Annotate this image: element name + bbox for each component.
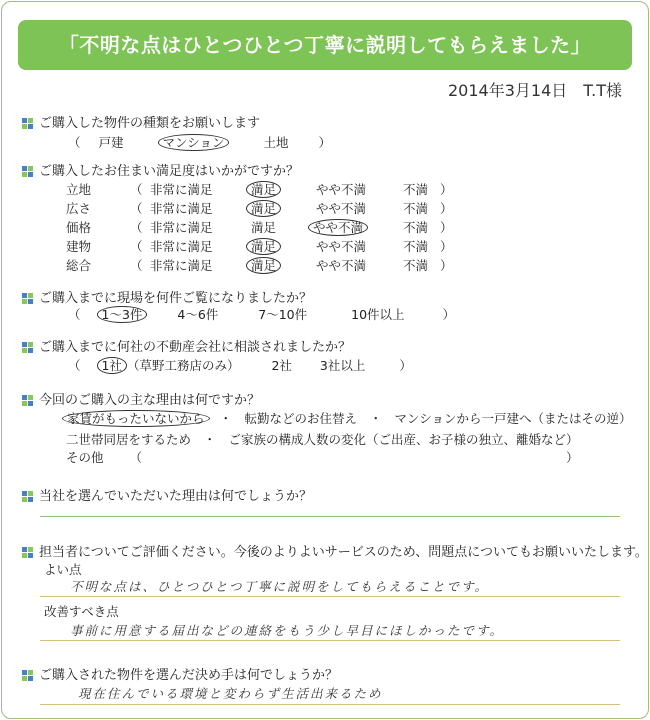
survey-text <box>403 218 428 236</box>
survey-text: （ <box>68 358 81 373</box>
survey-text <box>403 256 428 274</box>
survey-text: 不満 <box>403 201 429 216</box>
q7-heading <box>22 541 648 560</box>
q4-options <box>68 356 412 374</box>
survey-text: （草野工務店のみ） <box>126 358 240 373</box>
q8-heading <box>22 664 338 683</box>
q6-heading <box>22 485 312 504</box>
survey-text: ） <box>318 135 331 150</box>
survey-text <box>130 199 143 217</box>
survey-text: 4～6件 <box>177 307 219 322</box>
bullet-icon <box>22 118 36 130</box>
answer-line <box>40 640 620 641</box>
q4-heading <box>22 336 351 355</box>
q2-row <box>66 237 91 255</box>
survey-text <box>440 199 453 217</box>
survey-text: 非常に満足 <box>150 182 213 197</box>
survey-text <box>440 180 453 198</box>
improve-points-answer: 事前に用意する届出などの連絡をもう少し早目にほしかったです。 <box>70 623 505 638</box>
q5-line1 <box>62 409 631 427</box>
survey-text: 非常に満足 <box>150 258 213 273</box>
survey-text: 立地 <box>66 182 92 197</box>
survey-text: 7～10件 <box>258 307 308 322</box>
q1-heading <box>22 112 260 131</box>
survey-text <box>316 237 366 255</box>
survey-text: ） <box>442 307 456 322</box>
survey-text: やや不満 <box>316 239 367 254</box>
q8-question: ご購入された物件を選んだ決め手は何でしょうか？ <box>39 668 339 683</box>
q5-line3 <box>66 448 579 466</box>
q1-opt-house: 戸建 <box>98 135 124 150</box>
survey-text: （ <box>130 201 143 216</box>
survey-text: （ <box>129 450 143 465</box>
bullet-icon <box>22 547 36 559</box>
survey-text <box>150 199 213 217</box>
q1-question: ご購入した物件の種類をお願いします <box>39 116 261 131</box>
survey-text <box>246 256 281 274</box>
q5-opt-circled: 家賃がもったいないから <box>62 410 210 427</box>
q3-opt-circled: 1～3件 <box>97 306 148 323</box>
survey-text: 建物 <box>66 239 92 254</box>
survey-text: （ <box>68 307 81 322</box>
survey-text: 広さ <box>66 201 92 216</box>
survey-text <box>308 218 368 236</box>
bullet-icon <box>22 395 36 407</box>
q5-heading <box>22 389 260 408</box>
survey-text: 不満 <box>403 239 429 254</box>
survey-text: ） <box>440 201 453 216</box>
deciding-factor-answer: 現在住んでいる環境と変わらず生活出来るため <box>78 686 383 701</box>
q3-question: ご購入までに現場を何件ご覧になりましたか？ <box>39 291 313 306</box>
q7-question: 担当者についてご評価ください。今後のよりよいサービスのため、問題点についてもお願いいたします。 <box>39 545 648 560</box>
q5-line2: 二世帯同居をするため ・ ご家族の構成人数の変化（ご出産、お子様の独立、離婚など） <box>66 432 579 447</box>
improve-points-label: 改善すべき点 <box>44 604 119 619</box>
survey-text: ） <box>566 450 579 465</box>
survey-text <box>316 199 366 217</box>
survey-text: 不満 <box>403 258 429 273</box>
survey-text: 非常に満足 <box>150 239 213 254</box>
bullet-icon <box>22 293 36 305</box>
survey-text: やや不満 <box>316 182 367 197</box>
survey-text <box>150 237 213 255</box>
q3-heading <box>22 287 312 306</box>
survey-text <box>440 218 453 236</box>
bullet-icon <box>22 670 36 682</box>
survey-text: 満足 <box>251 220 277 235</box>
survey-text <box>316 180 366 198</box>
survey-text: 非常に満足 <box>150 201 213 216</box>
survey-text: 価格 <box>66 220 92 235</box>
answer-line <box>40 596 620 597</box>
circled-choice: 満足 <box>246 238 281 255</box>
survey-text <box>130 256 143 274</box>
survey-text: 不満 <box>403 220 429 235</box>
survey-text <box>246 180 281 198</box>
survey-text: （ <box>130 258 143 273</box>
bullet-icon <box>22 491 36 503</box>
good-points-answer: 不明な点は、ひとつひとつ丁寧に説明をしてもらえることです。 <box>70 579 490 594</box>
survey-text: （ <box>130 220 143 235</box>
answer-line <box>40 516 620 517</box>
q6-question: 当社を選んでいただいた理由は何でしょうか？ <box>39 489 313 504</box>
bullet-icon <box>22 166 36 178</box>
survey-text: やや不満 <box>316 258 367 273</box>
survey-text <box>150 180 213 198</box>
survey-text <box>316 256 366 274</box>
survey-text: 不満 <box>403 182 429 197</box>
q2-row <box>66 218 91 236</box>
survey-text: ） <box>440 182 453 197</box>
q4-question: ご購入までに何社の不動産会社に相談されましたか？ <box>39 340 352 355</box>
survey-text <box>403 180 428 198</box>
survey-text <box>130 237 143 255</box>
survey-text: 10件以上 <box>351 307 405 322</box>
survey-text <box>403 199 428 217</box>
survey-text: （ <box>130 239 143 254</box>
circled-choice: 満足 <box>246 257 281 274</box>
q3-options <box>68 305 455 323</box>
q1-options <box>68 133 331 151</box>
survey-text: 総合 <box>66 258 92 273</box>
survey-text: ） <box>399 358 412 373</box>
circled-choice: 満足 <box>246 200 281 217</box>
survey-text <box>440 256 453 274</box>
date-and-customer: 2014年3月14日 T.T様 <box>448 81 622 100</box>
survey-text <box>130 180 143 198</box>
survey-text: 非常に満足 <box>150 220 213 235</box>
survey-text <box>403 237 428 255</box>
q1-opt-land: 土地 <box>263 135 289 150</box>
survey-text: ） <box>440 239 453 254</box>
survey-text <box>246 237 281 255</box>
circled-choice: やや不満 <box>308 219 368 236</box>
survey-text <box>130 218 143 236</box>
answer-line <box>40 704 620 705</box>
q1-opt-mansion-circled: マンション <box>158 134 230 151</box>
bullet-icon <box>22 342 36 354</box>
q2-row <box>66 256 91 274</box>
survey-text <box>251 218 276 236</box>
survey-text: （ <box>130 182 143 197</box>
survey-text: （ <box>68 135 81 150</box>
survey-text: その他 <box>66 450 104 465</box>
survey-text <box>246 199 281 217</box>
survey-text <box>150 218 213 236</box>
q2-heading <box>22 160 299 179</box>
good-points-label: よい点 <box>44 562 82 577</box>
survey-text <box>150 256 213 274</box>
survey-text <box>440 237 453 255</box>
q2-question: ご購入したお住まい満足度はいかがですか？ <box>39 164 300 179</box>
q5-question: 今回のご購入の主な理由は何ですか？ <box>39 393 261 408</box>
survey-text: やや不満 <box>316 201 367 216</box>
survey-text: ） <box>440 220 453 235</box>
page-title-banner: 「不明な点はひとつひとつ丁寧に説明してもらえました」 <box>18 20 632 70</box>
q2-row <box>66 180 91 198</box>
survey-text: 3社以上 <box>319 358 366 373</box>
q4-opt-circled: 1社 <box>97 357 127 374</box>
survey-text: ） <box>440 258 453 273</box>
survey-text: ・ 転勤などのお住替え ・ マンションから一戸建へ（またはその逆） <box>219 411 632 426</box>
q2-row <box>66 199 91 217</box>
circled-choice: 満足 <box>246 181 281 198</box>
survey-text: 2社 <box>271 358 292 373</box>
